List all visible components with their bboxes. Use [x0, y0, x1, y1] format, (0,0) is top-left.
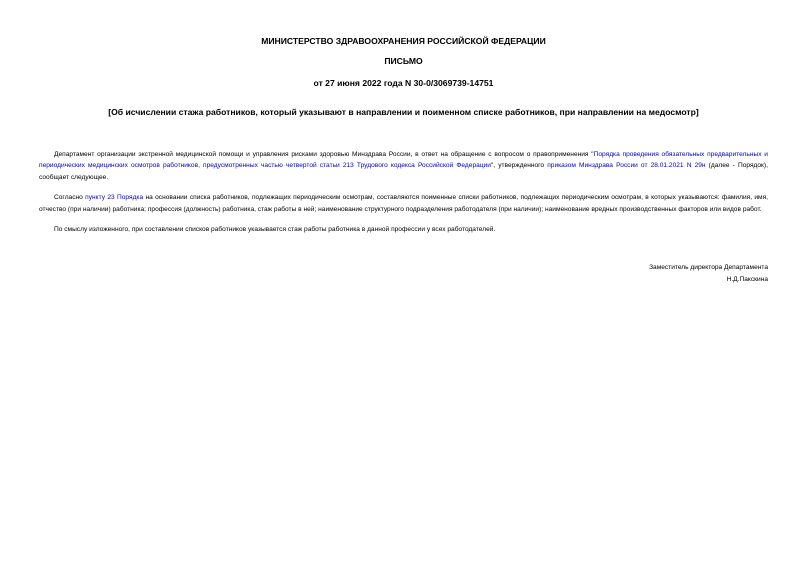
paragraph-1-quote: "	[591, 151, 594, 158]
paragraph-3-text: По смыслу изложенного, при составлении списков работников указывается стаж работы работника в данной профессии у всех работодателей.	[54, 226, 496, 234]
ministry-heading: МИНИСТЕРСТВО ЗДРАВООХРАНЕНИЯ РОССИЙСКОЙ ФЕДЕРАЦИИ	[261, 36, 546, 46]
paragraph-2-text-a: Согласно	[54, 194, 86, 202]
paragraph-1-text-c: (далее - Порядок), сообщает следующее.	[39, 162, 768, 181]
link-clause-23[interactable]: пункту 23 Порядка	[85, 194, 144, 202]
document-subject: [Об исчислении стажа работников, который указывают в направлении и поименном списке работников, при направлении на медосмотр]	[108, 107, 699, 117]
signatory-name: Н.Д.Пакскина	[726, 275, 768, 283]
paragraph-2	[39, 192, 768, 215]
signature-block	[39, 262, 768, 285]
document-type-heading: ПИСЬМО	[384, 56, 423, 66]
paragraph-2-text-b: на основании списка работников, подлежащих периодическим осмотрам, составляются поименные списки работников, подлежащих периодическим осмотрам, в которых указываются: фамилия, имя, отчество (при наличии) работника; профессия (должность) работника, стаж работы в ней; наименование структурного подразделения работодателя (при наличии); наименование вредных производственных факторов или видов работ.	[39, 194, 768, 213]
signatory-position: Заместитель директора Департамента	[649, 264, 768, 272]
link-order-29n[interactable]: приказом Минздрава России от 28.01.2021 N 29н	[547, 162, 706, 170]
paragraph-1-text-a: Департамент организации экстренной медицинской помощи и управления рисками здоровью Минздрава России, в ответ на обращение с вопросом о правоприменения	[54, 151, 592, 158]
paragraph-1-text-b: ", утвержденного	[490, 162, 548, 170]
document-body	[39, 149, 768, 235]
paragraph-1	[39, 149, 768, 183]
paragraph-3	[39, 224, 768, 235]
document-date-number: от 27 июня 2022 года N 30-0/3069739-14751	[313, 78, 494, 88]
link-procedure[interactable]: Порядка проведения обязательных предварительных и периодических медицинских осмотров работников, предусмотренных частью четвертой статьи 213 Трудового кодекса Российской Федерации	[39, 151, 768, 170]
